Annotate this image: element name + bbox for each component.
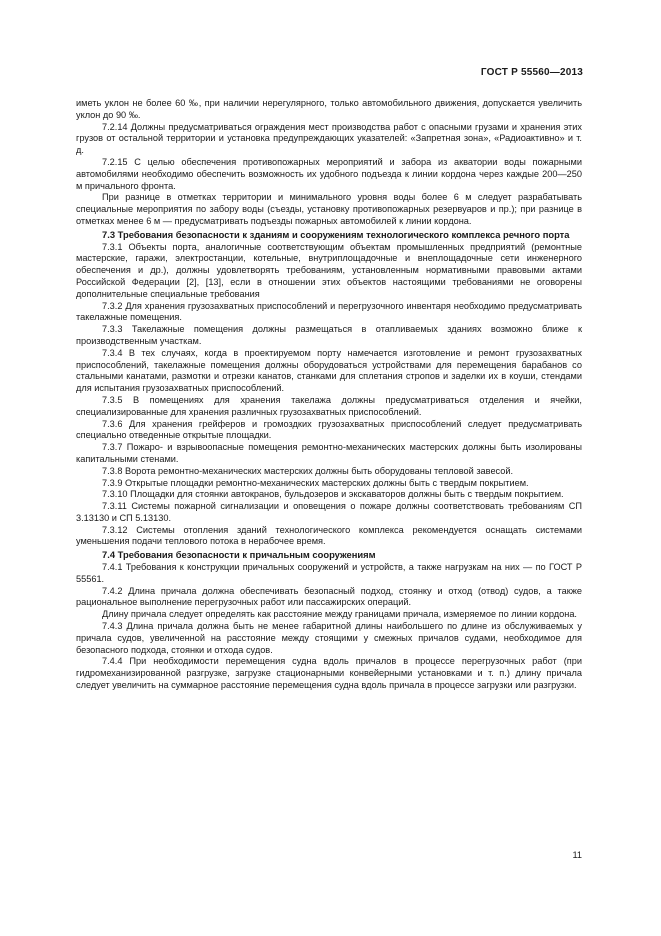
paragraph: 7.2.15 С целью обеспечения противопожарных мероприятий и забора из акватории воды пожарными автомобилями необходимо обеспечить возможность их удобного подъезда к линии кордона через каждые 200—250 м причального фронта. <box>76 156 582 191</box>
paragraph: 7.4.1 Требования к конструкции причальных сооружений и устройств, а также нагрузкам на них — по ГОСТ Р 55561. <box>76 562 582 584</box>
paragraph: 7.3.4 В тех случаях, когда в проектируемом порту намечается изготовление и ремонт грузозахватных приспособлений, такелажные помещения должны оборудоваться устройствами для перемещения барабанов со стальными канатами, размотки и отрезки канатов, станками для сплетания стропов и заделки их в коуши, стендами для испытания грузозахватных приспособлений. <box>76 347 582 394</box>
paragraph: 7.3.7 Пожаро- и взрывоопасные помещения ремонтно-механических мастерских должны быть изолированы капитальными стенами. <box>76 442 582 464</box>
paragraph: 7.3.1 Объекты порта, аналогичные соответствующим объектам промышленных предприятий (ремонтные мастерские, гаражи, электростанции, котельные, внутриплощадочные и внеплощадочные сети инженерного обеспечения и др.), должны удовлетворять требованиям, установленным нормативными правовыми актами Российской Федерации [2], [13], если в отношении этих объектов настоящими требованиями не оговорены дополнительные специальные требования <box>76 241 582 299</box>
paragraph: 7.3.2 Для хранения грузозахватных приспособлений и перегрузочного инвентаря необходимо предусматривать такелажные помещения. <box>76 300 582 323</box>
paragraph: 7.4.2 Длина причала должна обеспечивать безопасный подход, стоянку и отход (отвод) судов, а также рациональное выполнение перегрузочных работ или пассажирских операций. <box>76 585 582 608</box>
paragraph: 7.3.9 Открытые площадки ремонтно-механических мастерских должны быть с твердым покрытием. <box>102 477 529 488</box>
paragraph: При разнице в отметках территории и минимального уровня воды более 6 м следует разрабатывать специальные мероприятия по забору воды (съезды, установку противопожарных резервуаров и пр.); при разнице в отметках менее 6 м — предусматривать подъезды пожарных автомобилей к линии кордона. <box>76 192 582 226</box>
paragraph: 7.3.6 Для хранения грейферов и громоздких грузозахватных приспособлений следует предусматривать специально отведенные открытые площадки. <box>76 418 582 441</box>
paragraph: 7.3.11 Системы пожарной сигнализации и оповещения о пожаре должны соответствовать требованиям СП 3.13130 и СП 5.13130. <box>76 501 582 523</box>
document-code: ГОСТ Р 55560—2013 <box>480 67 583 78</box>
section-heading: 7.3 Требования безопасности к зданиям и сооружениям технологического комплекса речного порта <box>102 228 570 240</box>
paragraph: 7.3.12 Системы отопления зданий технологического комплекса рекомендуется оснащать системами уменьшения подачи теплового потока в нерабочее время. <box>76 524 582 547</box>
paragraph: 7.3.10 Площадки для стоянки автокранов, бульдозеров и экскаваторов должны быть с твердым покрытием. <box>102 489 564 500</box>
paragraph: 7.4.3 Длина причала должна быть не менее габаритной длины наибольшего по длине из обслуживаемых у причала судов, увеличенной на расстояние между стоящими у смежных причалов судами, необходимое для безопасного подхода, стоянки и отхода судов. <box>76 621 582 655</box>
paragraph: Длину причала следует определять как расстояние между границами причала, измеряемое по линии кордона. <box>102 609 577 620</box>
paragraph: 7.3.8 Ворота ремонтно-механических мастерских должны быть оборудованы тепловой завесой. <box>102 465 514 476</box>
paragraph: 7.3.3 Такелажные помещения должны размещаться в отапливаемых зданиях возможно ближе к производственным участкам. <box>76 324 582 346</box>
paragraph: 7.2.14 Должны предусматриваться ограждения мест производства работ с опасными грузами и хранения этих грузов от остальной территории и установка предупреждающих указателей: «Запретная зона», «Радиоактивно» и т. д. <box>76 121 582 156</box>
section-heading: 7.4 Требования безопасности к причальным сооружениям <box>102 549 376 561</box>
page-body <box>76 98 582 692</box>
paragraph: иметь уклон не более 60 ‰, при наличии нерегулярного, только автомобильного движения, допускается увеличить уклон до 90 ‰. <box>76 98 582 120</box>
page-number: 11 <box>572 850 582 860</box>
paragraph: 7.3.5 В помещениях для хранения такелажа должны предусматриваться отделения и ячейки, специализированные для хранения различных грузозахватных приспособлений. <box>76 394 582 417</box>
paragraph: 7.4.4 При необходимости перемещения судна вдоль причалов в процессе перегрузочных работ (при гидромеханизированной разгрузке, загрузке стационарными конвейерными установками и т. п.) длину причала следует увеличить на суммарное расстояние перемещения судна вдоль причала в процессе загрузки или разгрузки. <box>76 656 582 691</box>
